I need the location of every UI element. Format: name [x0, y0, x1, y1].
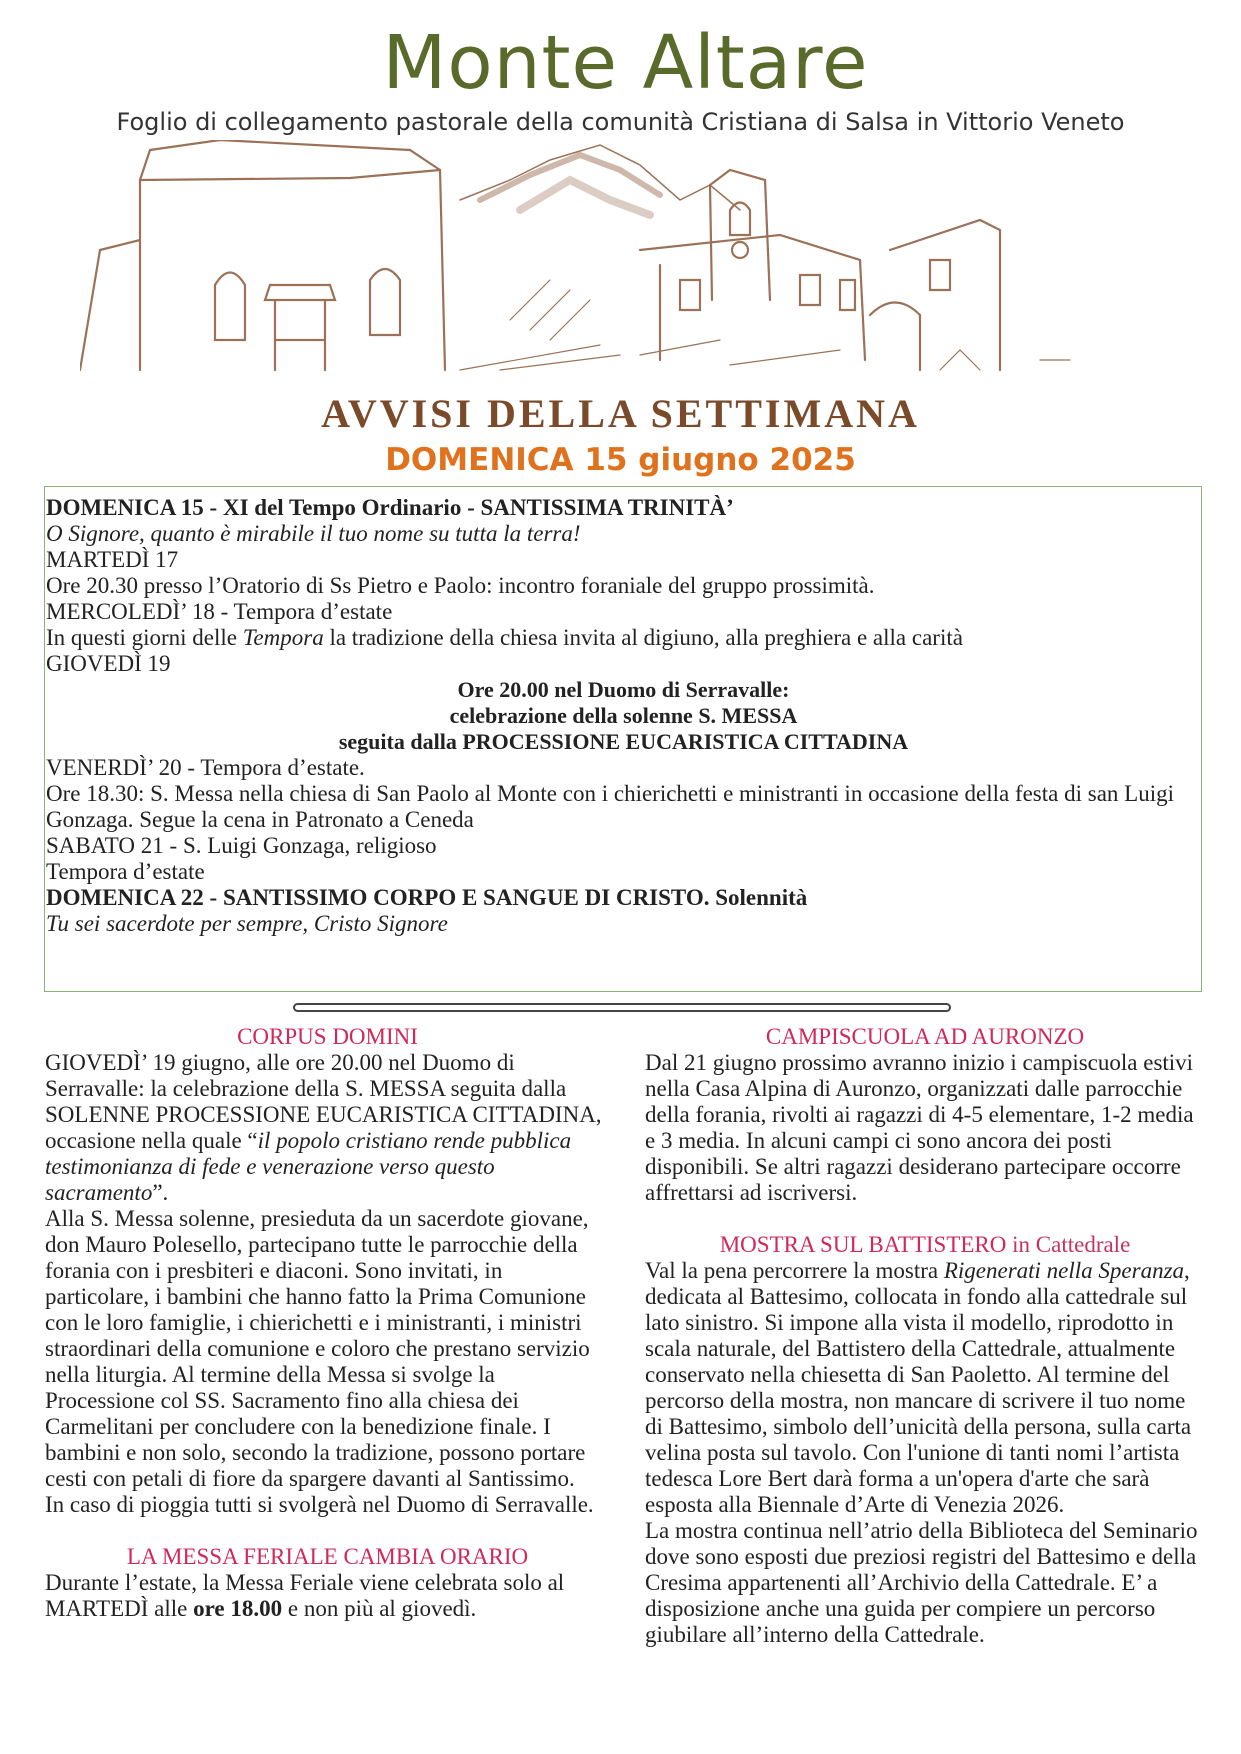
masthead	[0, 18, 1241, 136]
calendar-sunday-22-title: DOMENICA 22 - SANTISSIMO CORPO E SANGUE DI CRISTO. Solennità	[46, 885, 808, 910]
page-title: Monte Altare	[382, 20, 869, 106]
calendar-saturday-21: SABATO 21 - S. Luigi Gonzaga, religioso	[46, 833, 437, 858]
mostra-heading: MOSTRA SUL BATTISTERO in Cattedrale	[719, 1232, 1131, 1257]
right-column	[645, 1024, 1205, 1648]
corpus-domini-paragraph-2: Alla S. Messa solenne, presieduta da un sacerdote giovane, don Mauro Polesello, partecipano tutte le parrocchie della forania con i presbiteri e diaconi. Sono invitati, in particolare, i bambini che hanno fatto la Prima Comunione con le loro famiglie, i chierichetti e i ministranti, i ministri straordinari della comunione e coloro che prestano servizio nella liturgia. Al termine della Messa si svolge la Processione col SS. Sacramento fino alla chiesa dei Carmelitani per concludere con la benedizione finale. I bambini e non solo, secondo la tradizione, possono portare cesti con petali di fiore da spargere davanti al Santissimo.	[45, 1206, 590, 1491]
page-subtitle: Foglio di collegamento pastorale della comunità Cristiana di Salsa in Vittorio Veneto	[116, 108, 1125, 136]
calendar-tuesday-17: MARTEDÌ 17	[46, 547, 179, 572]
mostra-paragraph-2: La mostra continua nell’atrio della Biblioteca del Seminario dove sono esposti due preziosi registri del Battesimo e della Cresima appartenenti all’Archivio della Cattedrale. E’ a disposizione anche una guida per compiere un percorso giubilare all’interno della Cattedrale.	[645, 1518, 1198, 1647]
calendar-wednesday-18: MERCOLEDÌ’ 18 - Temporа d’estate	[46, 599, 393, 624]
calendar-thursday-19-line-2: celebrazione della solenne S. MESSA	[449, 703, 798, 728]
corpus-domini-paragraph-3: In caso di pioggia tutti si svolgerà nel Duomo di Serravalle.	[45, 1492, 594, 1517]
calendar-saturday-21-text: Tempora d’estate	[46, 859, 205, 884]
calendar-wednesday-18-text: In questi giorni delle Tempora la tradizione della chiesa invita al digiuno, alla preghiera e alla carità	[46, 625, 963, 650]
calendar-friday-20-text: Ore 18.30: S. Messa nella chiesa di San Paolo al Monte con i chierichetti e ministranti in occasione della festa di san Luigi Gonzaga. Segue la cena in Patronato a Ceneda	[46, 781, 1174, 832]
mostra-paragraph-1: Val la pena percorrere la mostra Rigenerati nella Speranza, dedicata al Battesimo, collocata in fondo alla cattedrale sul lato sinistro. Si impone alla vista il modello, riprodotto in scala naturale, del Battistero della Cattedrale, attualmente conservato nella chiesetta di San Paoletto. Al termine del percorso della mostra, non mancare di scrivere il tuo nome di Battesimo, simbolo dell’unicità della persona, sulla carta velina posta sul tavolo. Con l'unione di tanti nomi l’artista tedesca Lore Bert darà forma a un'opera d'arte che sarà esposta alla Biennale d’Arte di Venezia 2026.	[645, 1258, 1192, 1517]
calendar-thursday-19-line-1: Ore 20.00 nel Duomo di Serravalle:	[457, 677, 790, 702]
calendar-thursday-19: GIOVEDÌ 19	[46, 651, 171, 676]
campiscuola-text: Dal 21 giugno prossimo avranno inizio i campiscuola estivi nella Casa Alpina di Auronzo, organizzati dalle parrocchie della forania, rivolti ai ragazzi di 4-5 elementare, 1-2 media e 3 media. In alcuni campi ci sono ancora dei posti disponibili. Se altri ragazzi desiderano partecipare occorre affrettarsi ad iscriversi.	[645, 1050, 1194, 1205]
weekly-calendar-box	[44, 486, 1202, 992]
calendar-tuesday-17-text: Ore 20.30 presso l’Oratorio di Ss Pietro e Paolo: incontro foraniale del gruppo prossimità.	[46, 573, 875, 598]
feriale-text: Durante l’estate, la Messa Feriale viene celebrata solo al MARTEDÌ alle ore 18.00 e non più al giovedì.	[45, 1570, 565, 1621]
weekly-notices-heading: AVVISI DELLA SETTIMANA	[321, 391, 920, 436]
calendar-thursday-19-line-3: seguita dalla PROCESSIONE EUCARISTICA CITTADINA	[338, 729, 909, 754]
calendar-sunday-22-quote: Tu sei sacerdote per sempre, Cristo Signore	[46, 911, 448, 936]
issue-date: DOMENICA 15 giugno 2025	[385, 442, 856, 478]
corpus-domini-paragraph-1: GIOVEDÌ’ 19 giugno, alle ore 20.00 nel Duomo di Serravalle: la celebrazione della S. MESSA seguita dalla SOLENNE PROCESSIONE EUCARISTICA CITTADINA, occasione nella quale “il popolo cristiano rende pubblica testimonianza di fede e venerazione verso questo sacramento”.	[45, 1050, 602, 1205]
corpus-domini-heading: CORPUS DOMINI	[237, 1024, 418, 1049]
calendar-sunday-15-title: DOMENICA 15 - XI del Tempo Ordinario - SANTISSIMA TRINITÀ’	[46, 495, 734, 520]
feriale-heading: LA MESSA FERIALE CAMBIA ORARIO	[126, 1544, 529, 1569]
calendar-sunday-15-quote: O Signore, quanto è mirabile il tuo nome su tutta la terra!	[46, 521, 581, 546]
left-column	[45, 1024, 610, 1622]
campiscuola-heading: CAMPISCUOLA AD AURONZO	[765, 1024, 1085, 1049]
section-divider	[293, 1003, 951, 1012]
calendar-friday-20: VENERDÌ’ 20 - Tempora d’estate.	[46, 755, 365, 780]
